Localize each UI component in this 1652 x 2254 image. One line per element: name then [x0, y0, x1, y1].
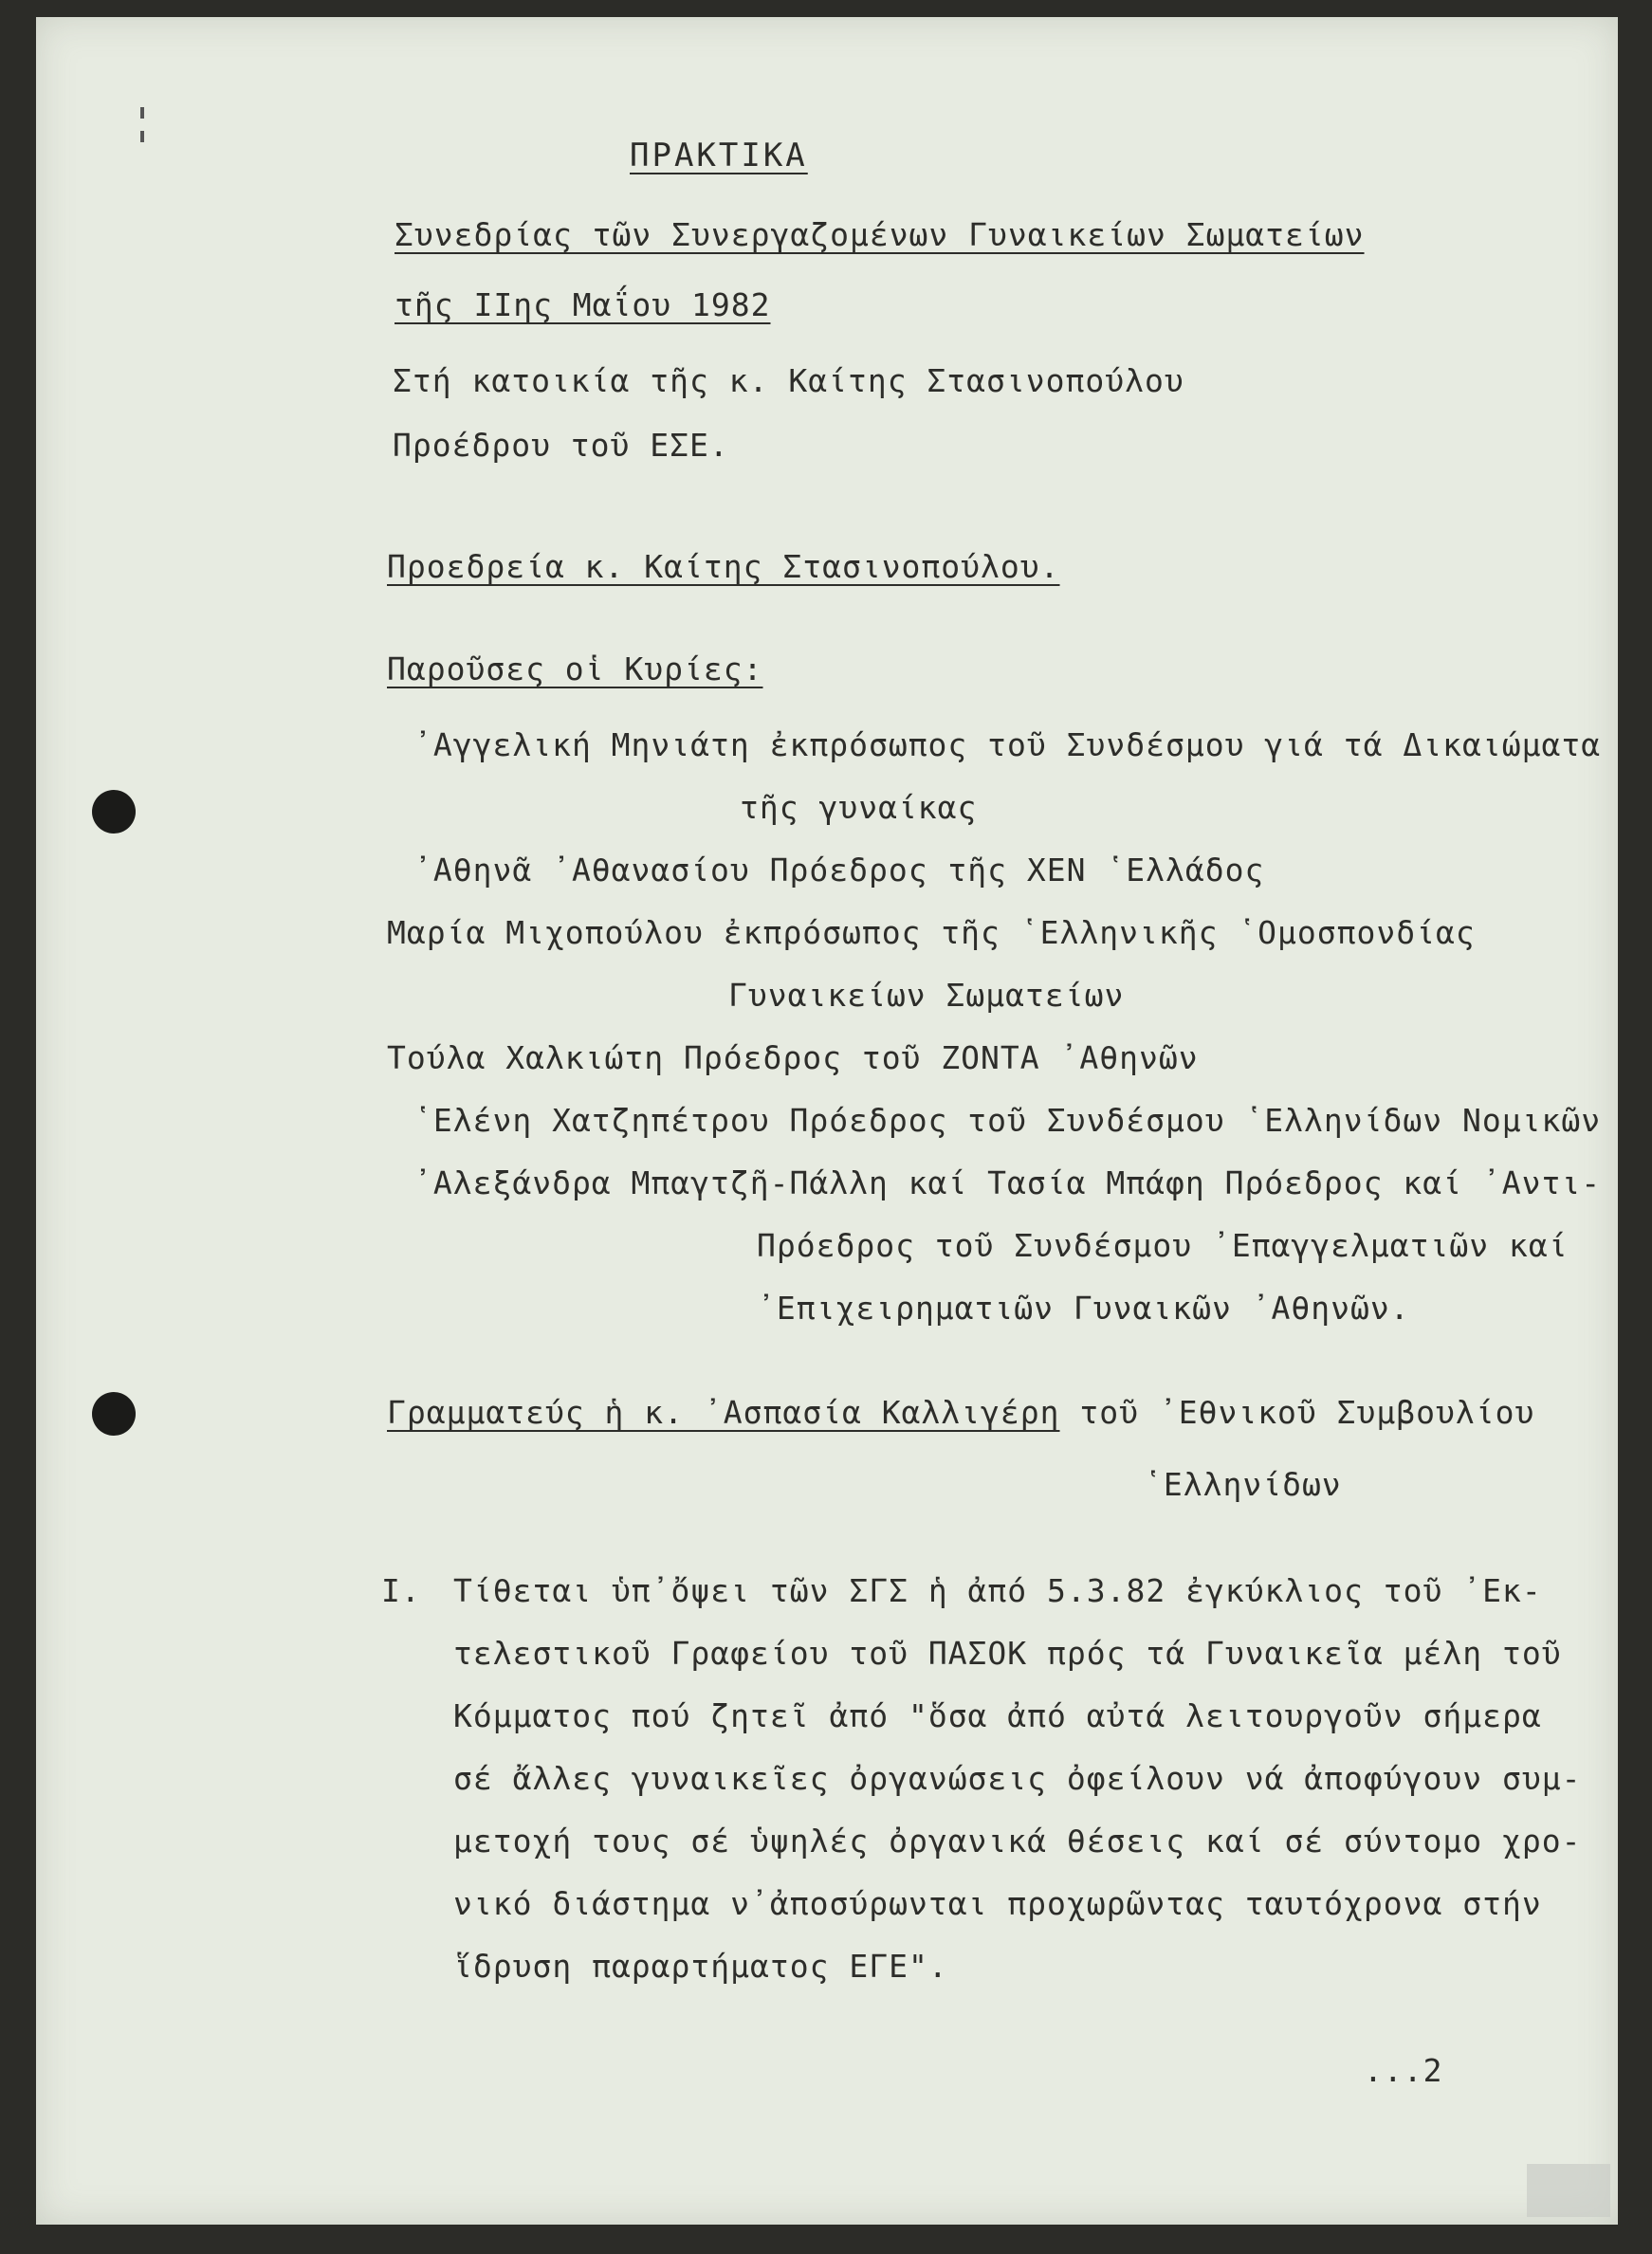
- location-line-1: Στή κατοικία τῆς κ. Καίτης Στασινοπούλου: [393, 362, 1184, 399]
- secretary-affiliation: τοῦ ᾿Εθνικοῦ Συμβουλίου: [1059, 1394, 1535, 1431]
- attendee-3-line-1: Μαρία Μιχοπούλου ἐκπρόσωπος τῆς ῾Ελληνικῆς ῾Ομοσπονδίας: [387, 914, 1476, 951]
- attendee-1-line-2: τῆς γυναίκας: [740, 789, 978, 826]
- page-continuation: ...2: [1364, 2052, 1443, 2089]
- heading-line-2: τῆς IIης Μαΐου 1982: [395, 286, 771, 323]
- punch-hole-top: [92, 790, 136, 834]
- item-number: I.: [381, 1572, 421, 1609]
- archive-stamp: [1527, 2164, 1610, 2217]
- item-line-2: τελεστικοῦ Γραφείου τοῦ ΠΑΣΟΚ πρός τά Γυναικεῖα μέλη τοῦ: [453, 1635, 1562, 1672]
- attendees-label: Παροῦσες οἱ Κυρίες:: [387, 651, 763, 687]
- location-line-2: Προέδρου τοῦ ΕΣΕ.: [393, 427, 729, 464]
- attendee-1-line-1: ᾿Αγγελική Μηνιάτη ἐκπρόσωπος τοῦ Συνδέσμου γιά τά Δικαιώματα: [413, 726, 1602, 763]
- punch-hole-bottom: [92, 1392, 136, 1436]
- staple-mark: [140, 107, 144, 119]
- attendee-6-line-3: ᾿Επιχειρηματιῶν Γυναικῶν ᾿Αθηνῶν.: [757, 1290, 1410, 1327]
- attendee-4-line-1: Τούλα Χαλκιώτη Πρόεδρος τοῦ ΖΟΝΤΑ ᾿Αθηνῶν: [387, 1039, 1199, 1076]
- document-page: [36, 17, 1618, 2225]
- document-title: ΠΡΑΚΤΙΚΑ: [630, 137, 808, 174]
- item-line-1: Τίθεται ὑπ᾿ὄψει τῶν ΣΓΣ ἡ ἀπό 5.3.82 ἐγκύκλιος τοῦ ᾿Εκ-: [453, 1572, 1542, 1609]
- attendee-2-line-1: ᾿Αθηνᾶ ᾿Αθανασίου Πρόεδρος τῆς ΧΕΝ ῾Ελλάδος: [413, 852, 1265, 889]
- item-line-3: Κόμματος πού ζητεῖ ἀπό "ὅσα ἀπό αὐτά λειτουργοῦν σήμερα: [453, 1697, 1542, 1734]
- secretary-name: Γραμματεύς ἡ κ. ᾿Ασπασία Καλλιγέρη: [387, 1394, 1060, 1431]
- attendee-6-line-1: ᾿Αλεξάνδρα Μπαγτζῆ-Πάλλη καί Τασία Μπάφη Πρόεδρος καί ᾿Αντι-: [413, 1164, 1602, 1201]
- item-line-5: μετοχή τους σέ ὑψηλές ὀργανικά θέσεις καί σέ σύντομο χρο-: [453, 1823, 1582, 1860]
- attendee-6-line-2: Πρόεδρος τοῦ Συνδέσμου ᾿Επαγγελματιῶν καί: [757, 1227, 1569, 1264]
- chair-line: Προεδρεία κ. Καίτης Στασινοπούλου.: [387, 548, 1060, 585]
- staple-mark: [140, 131, 144, 142]
- secretary-line-1: [387, 1394, 1534, 1431]
- heading-line-1: Συνεδρίας τῶν Συνεργαζομένων Γυναικείων Σωματείων: [395, 216, 1365, 253]
- attendee-3-line-2: Γυναικείων Σωματείων: [728, 977, 1125, 1014]
- item-line-4: σέ ἄλλες γυναικεῖες ὀργανώσεις ὀφείλουν νά ἀποφύγουν συμ-: [453, 1760, 1582, 1797]
- item-line-6: νικό διάστημα ν᾿ἀποσύρωνται προχωρῶντας ταυτόχρονα στήν: [453, 1885, 1542, 1922]
- item-line-7: ἵδρυση παραρτήματος ΕΓΕ".: [453, 1948, 948, 1985]
- attendee-5-line-1: ῾Ελένη Χατζηπέτρου Πρόεδρος τοῦ Συνδέσμου ῾Ελληνίδων Νομικῶν: [413, 1102, 1602, 1139]
- secretary-line-2: ῾Ελληνίδων: [1144, 1466, 1342, 1503]
